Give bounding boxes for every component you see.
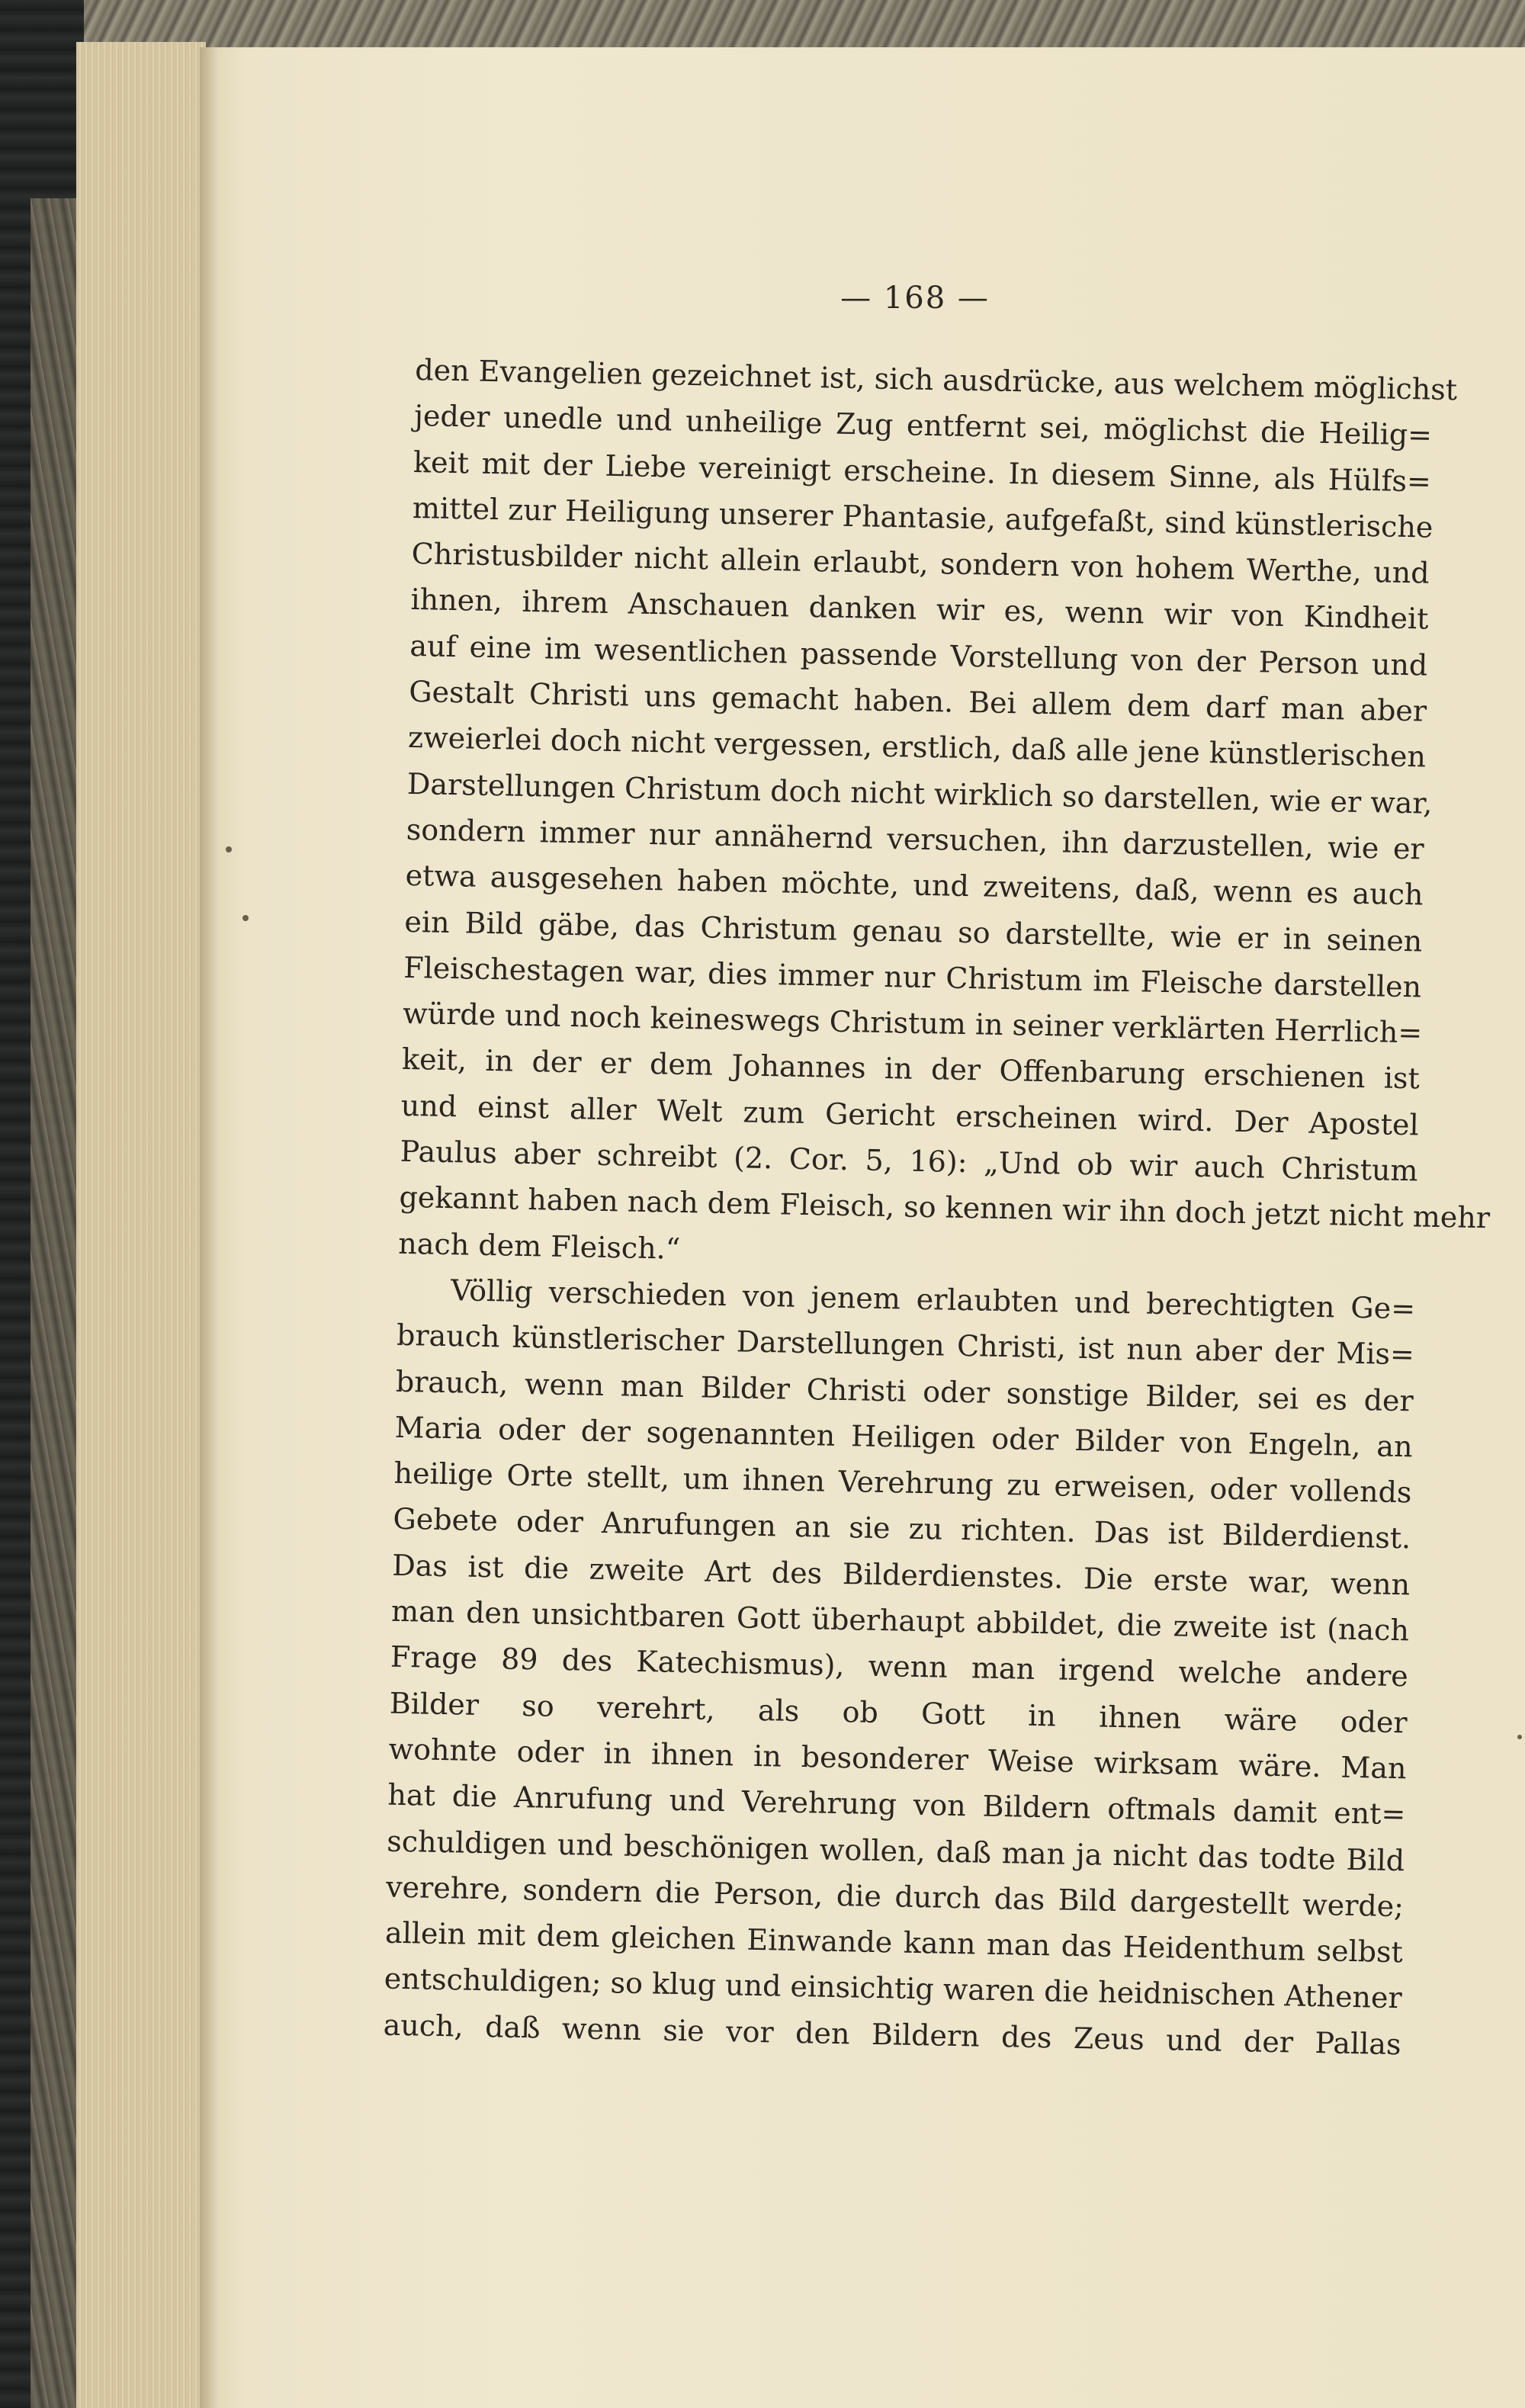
text-line: den Evangelien gezeichnet ist, sich ausdrücke, aus welchem möglichst xyxy=(415,352,1458,407)
text-line: Maria oder der sogenannten Heiligen oder Bilder von Engeln, an xyxy=(394,1410,1413,1464)
page-number: — 168 — xyxy=(840,281,990,316)
text-line: ein Bild gäbe, das Christum genau so darstellte, wie er in seinen xyxy=(404,904,1423,958)
book-cover-marble xyxy=(30,198,76,2408)
text-line: Darstellungen Christum doch nicht wirklich so darstellen, wie er war, xyxy=(406,766,1433,820)
text-line: verehre, sondern die Person, die durch das Bild dargestellt werde; xyxy=(385,1870,1405,1924)
text-line: zweierlei doch nicht vergessen, erstlich, daß alle jene künstlerischen xyxy=(407,721,1427,774)
text-line: mittel zur Heiligung unserer Phantasie, aufgefaßt, sind künstlerische xyxy=(412,490,1434,544)
text-line: brauch, wenn man Bilder Christi oder sonstige Bilder, sei es der xyxy=(395,1364,1414,1418)
text-line: Christusbilder nicht allein erlaubt, sondern von hohem Werthe, und xyxy=(411,537,1430,590)
text-line: keit mit der Liebe vereinigt erscheine. In diesem Sinne, als Hülfs= xyxy=(413,445,1432,499)
paragraph-first-line: Völlig verschieden von jenem erlaubten und berechtigten Ge= xyxy=(450,1273,1416,1326)
text-line: schuldigen und beschönigen wollen, daß man ja nicht das todte Bild xyxy=(386,1824,1405,1877)
text-line: Gestalt Christi uns gemacht haben. Bei allem dem darf man aber xyxy=(408,674,1427,728)
text-line: gekannt haben nach dem Fleisch, so kennen wir ihn doch jetzt nicht mehr xyxy=(399,1180,1491,1235)
text-line: Fleischestagen war, dies immer nur Christum im Fleische darstellen xyxy=(403,950,1422,1004)
text-line: auf eine im wesentlichen passende Vorstellung von der Person und xyxy=(409,628,1428,682)
text-line: auch, daß wenn sie vor den Bildern des Zeus und der Pallas xyxy=(383,2008,1401,2061)
text-line: nach dem Fleisch.“ xyxy=(398,1226,681,1266)
text-line: entschuldigen; so klug und einsichtig waren die heidnischen Athener xyxy=(384,1962,1403,2015)
text-line: brauch künstlerischer Darstellungen Christi, ist nun aber der Mis= xyxy=(396,1318,1415,1372)
text-line: würde und noch keineswegs Christum in seiner verklärten Herrlich= xyxy=(402,996,1423,1050)
page-gutter-shadow xyxy=(200,47,218,2408)
text-line: hat die Anrufung und Verehrung von Bildern oftmals damit ent= xyxy=(387,1777,1406,1832)
text-line: Frage 89 des Katechismus), wenn man irgend welche andere xyxy=(390,1640,1409,1694)
text-line: Paulus aber schreibt (2. Cor. 5, 16): „Und ob wir auch Christum xyxy=(400,1134,1418,1188)
text-line: sondern immer nur annähernd versuchen, ihn darzustellen, wie er xyxy=(406,812,1425,866)
text-line: man den unsichtbaren Gott überhaupt abbildet, die zweite ist (nach xyxy=(390,1594,1410,1648)
paper-spot xyxy=(1517,1735,1522,1739)
text-line: jeder unedle und unheilige Zug entfernt sei, möglichst die Heilig= xyxy=(413,399,1433,452)
paper-spot xyxy=(242,915,249,921)
page-edges xyxy=(76,42,206,2408)
text-line: und einst aller Welt zum Gericht erscheinen wird. Der Apostel xyxy=(400,1088,1420,1142)
text-line: wohnte oder in ihnen in besonderer Weise wirksam wäre. Man xyxy=(388,1732,1407,1786)
text-line: etwa ausgesehen haben möchte, und zweitens, daß, wenn es auch xyxy=(405,859,1424,912)
text-line: Gebete oder Anrufungen an sie zu richten. Das ist Bilderdienst. xyxy=(393,1502,1411,1556)
paper-spot xyxy=(226,846,232,852)
text-line: Das ist die zweite Art des Bilderdienstes. Die erste war, wenn xyxy=(391,1548,1411,1602)
text-line: Bilder so verehrt, als ob Gott in ihnen wäre oder xyxy=(389,1686,1408,1739)
text-line: allein mit dem gleichen Einwande kann man das Heidenthum selbst xyxy=(384,1915,1404,1970)
text-line: ihnen, ihrem Anschauen danken wir es, wenn wir von Kindheit xyxy=(410,583,1429,637)
text-line: heilige Orte stellt, um ihnen Verehrung zu erweisen, oder vollends xyxy=(393,1456,1412,1510)
body-text xyxy=(383,347,1491,2067)
text-line: keit, in der er dem Johannes in der Offenbarung erschienen ist xyxy=(401,1042,1421,1096)
